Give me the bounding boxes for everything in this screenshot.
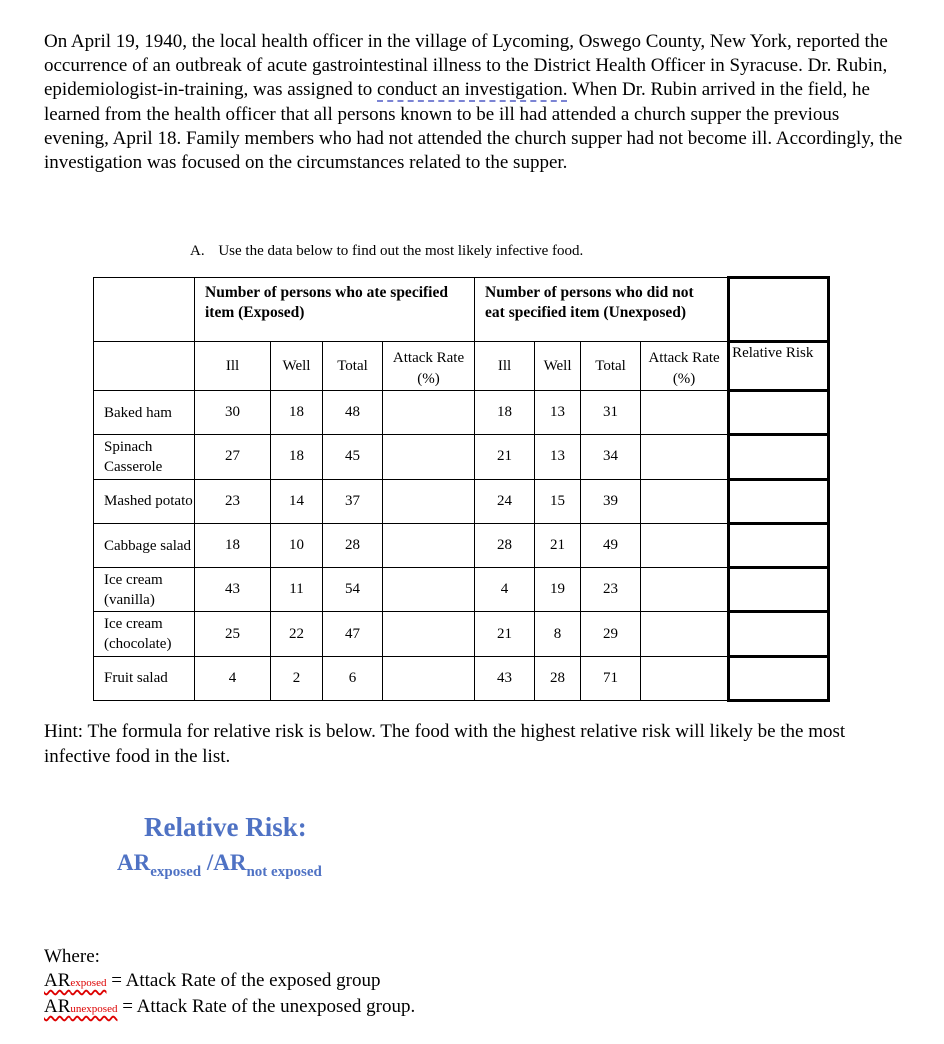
ill-exposed: 18 <box>195 523 271 567</box>
corner-cell <box>94 278 195 342</box>
food-name: Cabbage salad <box>94 523 195 567</box>
relative-risk-top-cell <box>729 278 829 342</box>
attack-rate-exposed <box>383 479 475 523</box>
formula-sub-exposed: exposed <box>150 864 202 880</box>
food-name: Spinach Casserole <box>94 435 195 479</box>
ill-exposed: 43 <box>195 568 271 612</box>
well-exposed: 11 <box>271 568 323 612</box>
attack-rate-unexposed <box>641 656 729 700</box>
column-header-row <box>94 342 829 391</box>
total-unexposed: 71 <box>581 656 641 700</box>
col-well-exposed: Well <box>271 342 323 391</box>
col-relative-risk: Relative Risk <box>729 342 829 391</box>
exposed-header: Number of persons who ate specified item (Exposed) <box>195 278 475 342</box>
total-exposed: 47 <box>323 612 383 656</box>
table-row <box>94 656 829 700</box>
intro-text: On April 19, 1940, the local health officer in the village of Lycoming, Oswego County, New York, reported the occurrence of an outbreak of acute gastrointestinal illness to the District Health Officer in Syracuse. Dr. Rubin, epidemiologist-in-training, was assigned to <box>44 31 888 101</box>
food-name: Baked ham <box>94 391 195 435</box>
table-row <box>94 391 829 435</box>
col-total-exposed: Total <box>323 342 383 391</box>
total-exposed: 28 <box>323 523 383 567</box>
well-exposed: 10 <box>271 523 323 567</box>
def1-sub: exposed <box>70 977 107 989</box>
attack-rate-unexposed <box>641 568 729 612</box>
total-exposed: 37 <box>323 479 383 523</box>
ill-exposed: 30 <box>195 391 271 435</box>
total-unexposed: 34 <box>581 435 641 479</box>
ill-unexposed: 21 <box>475 612 535 656</box>
instruction-label: A. <box>190 243 205 259</box>
instruction-text: Use the data below to find out the most likely infective food. <box>218 243 584 259</box>
food-header-cell <box>94 342 195 391</box>
ill-unexposed: 4 <box>475 568 535 612</box>
def1-text: = Attack Rate of the exposed group <box>111 970 381 991</box>
definition-unexposed <box>44 995 415 1021</box>
formula-ar-not-exposed: AR <box>213 850 247 875</box>
total-unexposed: 49 <box>581 523 641 567</box>
well-exposed: 18 <box>271 435 323 479</box>
food-name: Fruit salad <box>94 656 195 700</box>
total-unexposed: 31 <box>581 391 641 435</box>
ill-exposed: 27 <box>195 435 271 479</box>
attack-rate-unexposed <box>641 523 729 567</box>
table-row <box>94 612 829 656</box>
hint-text: Hint: The formula for relative risk is below. The food with the highest relative risk will likely be the most infective food in the list. <box>44 721 846 767</box>
intro-text-end: When Dr. Rubin arrived in the field, he learned from the health officer that all persons known to be ill had attended a church supper the previous evening, April 18. Family members who had not attended the church supper had not become ill. Accordingly, the investigation was focused on the circumstances related to the supper. <box>44 79 903 174</box>
well-unexposed: 8 <box>535 612 581 656</box>
well-exposed: 14 <box>271 479 323 523</box>
def2-sub: unexposed <box>70 1003 118 1015</box>
total-exposed: 6 <box>323 656 383 700</box>
def2-text: = Attack Rate of the unexposed group. <box>122 996 416 1017</box>
formula-title: Relative Risk: <box>144 812 307 842</box>
attack-rate-exposed <box>383 656 475 700</box>
total-exposed: 54 <box>323 568 383 612</box>
total-unexposed: 39 <box>581 479 641 523</box>
total-unexposed: 23 <box>581 568 641 612</box>
total-unexposed: 29 <box>581 612 641 656</box>
ill-unexposed: 43 <box>475 656 535 700</box>
instruction <box>190 243 583 260</box>
ill-unexposed: 28 <box>475 523 535 567</box>
table-row <box>94 435 829 479</box>
unexposed-header: Number of persons who did not eat specified item (Unexposed) <box>475 278 729 342</box>
food-name: Ice cream (chocolate) <box>94 612 195 656</box>
well-unexposed: 13 <box>535 435 581 479</box>
intro-paragraph <box>44 30 904 175</box>
where-label: Where: <box>44 946 100 967</box>
relative-risk-cell <box>729 435 829 479</box>
ill-unexposed: 18 <box>475 391 535 435</box>
def2-abbr: AR <box>44 996 71 1017</box>
relative-risk-cell <box>729 479 829 523</box>
attack-rate-unexposed <box>641 435 729 479</box>
total-exposed: 45 <box>323 435 383 479</box>
well-exposed: 2 <box>271 656 323 700</box>
attack-rate-unexposed <box>641 479 729 523</box>
col-attack-rate-unexposed: Attack Rate (%) <box>641 342 729 391</box>
total-exposed: 48 <box>323 391 383 435</box>
relative-risk-cell <box>729 612 829 656</box>
ill-exposed: 23 <box>195 479 271 523</box>
intro-link-text: conduct an investigation. <box>376 79 568 101</box>
relative-risk-cell <box>729 391 829 435</box>
well-unexposed: 19 <box>535 568 581 612</box>
where-section <box>44 945 415 1021</box>
definition-exposed <box>44 969 415 995</box>
attack-rate-exposed <box>383 612 475 656</box>
formula-sub-not-exposed: not exposed <box>246 864 322 880</box>
well-unexposed: 21 <box>535 523 581 567</box>
food-name: Ice cream (vanilla) <box>94 568 195 612</box>
ill-unexposed: 21 <box>475 435 535 479</box>
food-exposure-table <box>93 276 830 702</box>
attack-rate-exposed <box>383 435 475 479</box>
col-attack-rate-exposed: Attack Rate (%) <box>383 342 475 391</box>
formula-expression <box>117 850 322 880</box>
col-total-unexposed: Total <box>581 342 641 391</box>
ill-unexposed: 24 <box>475 479 535 523</box>
well-exposed: 18 <box>271 391 323 435</box>
attack-rate-exposed <box>383 568 475 612</box>
well-unexposed: 28 <box>535 656 581 700</box>
attack-rate-exposed <box>383 523 475 567</box>
attack-rate-unexposed <box>641 612 729 656</box>
def1-abbr: AR <box>44 970 71 991</box>
col-ill-exposed: Ill <box>195 342 271 391</box>
group-header-row <box>94 278 829 342</box>
well-exposed: 22 <box>271 612 323 656</box>
table-row <box>94 479 829 523</box>
table-row <box>94 523 829 567</box>
formula-ar-exposed: AR <box>117 850 151 875</box>
relative-risk-cell <box>729 568 829 612</box>
attack-rate-unexposed <box>641 391 729 435</box>
food-name: Mashed potato <box>94 479 195 523</box>
col-well-unexposed: Well <box>535 342 581 391</box>
formula-slash: / <box>206 850 214 875</box>
ill-exposed: 25 <box>195 612 271 656</box>
relative-risk-cell <box>729 656 829 700</box>
col-ill-unexposed: Ill <box>475 342 535 391</box>
well-unexposed: 15 <box>535 479 581 523</box>
well-unexposed: 13 <box>535 391 581 435</box>
relative-risk-cell <box>729 523 829 567</box>
attack-rate-exposed <box>383 391 475 435</box>
ill-exposed: 4 <box>195 656 271 700</box>
table-row <box>94 568 829 612</box>
